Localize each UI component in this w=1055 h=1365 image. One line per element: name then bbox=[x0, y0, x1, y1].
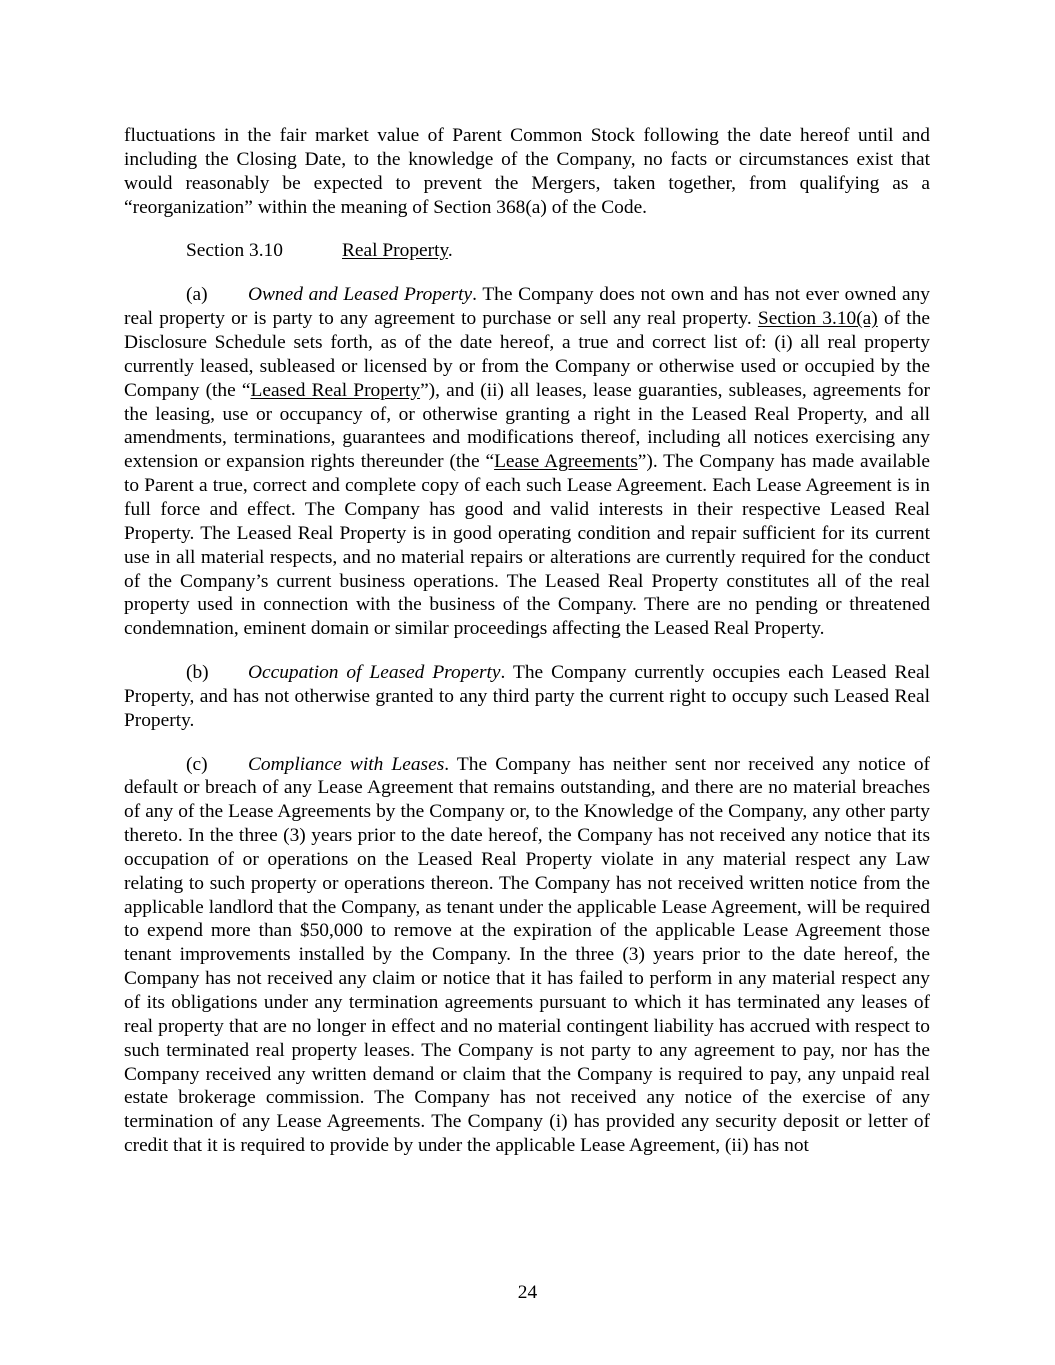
paragraph-a-text-4: ”). The Company has made available to Parent a true, correct and complete copy of each such Lease Agreement. Each Lease Agreement is in full force and effect. The Company has good and valid interests in their respective Leased Real Property. The Leased Real Property is in good operating condition and repair sufficient for its current use in all material respects, and no material repairs or alterations are currently required for the conduct of the Company’s current business operations. The Leased Real Property constitutes all of the real property used in connection with the business of the Company. There are no pending or threatened condemnation, eminent domain or similar proceedings affecting the Leased Real Property. bbox=[124, 451, 930, 640]
paragraph-a-text-3: ”), and (ii) all leases, lease guaranties, subleases, agreements for the leasing, use or occupancy of, or otherwise granting a right in the Leased Real Property, and all amendments, terminations, guarantees and modifications thereof, including all notices exercising any extension or expansion rights thereunder (the “ bbox=[124, 379, 930, 473]
continuation-text: fluctuations in the fair market value of Parent Common Stock following the date hereof until and including the Closing Date, to the knowledge of the Company, no facts or circumstances exist that would reasonably be expected to prevent the Mergers, taken together, from qualifying as a “reorganization” within the meaning of Section 368(a) of the Code. bbox=[124, 125, 930, 218]
page-number: 24 bbox=[517, 1282, 538, 1303]
defined-term-leased-real-property: Leased Real Property bbox=[250, 379, 421, 401]
paragraph-c-text: . The Company has neither sent nor received any notice of default or breach of any Lease Agreement that remains outstanding, and there are no material breaches of any of the Lease Agreements by the Company or, to the Knowledge of the Company, any other party thereto. In the three (3) years prior to the date hereof, the Company has not received any notice that its occupation of or operations on the Leased Real Property violate in any material respect any Law relating to such property or operations thereon. The Company has not received written notice from the applicable landlord that the Company, as tenant under the applicable Lease Agreement, will be required to expend more than $50,000 to remove at the expiration of the applicable Lease Agreement those tenant improvements installed by the Company. In the three (3) years prior to the date hereof, the Company has not received any claim or notice that it has failed to perform in any material respect any of its obligations under any termination agreements pursuant to which it has terminated any leases of real property that are no longer in effect and no material contingent liability has accrued with respect to such terminated real property leases. The Company is not party to any agreement to pay, nor has the Company received any written demand or claim that the Company is required to pay, any unpaid real estate brokerage commission. The Company has not received any notice of the exercise of any termination of any Lease Agreements. The Company (i) has provided any security deposit or letter of credit that it is required to provide by under the applicable Lease Agreement, (ii) has not bbox=[124, 753, 930, 1157]
defined-term-lease-agreements: Lease Agreements bbox=[494, 451, 638, 473]
paragraph-a-label: (a) bbox=[186, 284, 208, 306]
document-page bbox=[124, 124, 930, 1158]
paragraph-b-heading: Occupation of Leased Property bbox=[248, 662, 501, 684]
section-heading bbox=[124, 239, 930, 263]
paragraph-a-heading: Owned and Leased Property bbox=[248, 284, 473, 306]
continuation-paragraph bbox=[124, 124, 930, 219]
section-reference: Section 3.10(a) bbox=[757, 308, 878, 330]
paragraph-b bbox=[124, 661, 930, 733]
paragraph-a bbox=[124, 283, 930, 641]
paragraph-c-label: (c) bbox=[186, 753, 208, 775]
paragraph-a-text-2: of the Disclosure Schedule sets forth, as of the date hereof, a true and correct list of: (i) all real property currently leased, subleased or licensed by or from the Company or otherwise used or occupied by the Company (the “ bbox=[124, 308, 930, 401]
paragraph-c-heading: Compliance with Leases bbox=[248, 753, 445, 775]
paragraph-c bbox=[124, 753, 930, 1158]
paragraph-b-label: (b) bbox=[186, 662, 209, 684]
section-title-suffix: . bbox=[447, 240, 453, 262]
section-number: Section 3.10 bbox=[186, 240, 283, 262]
paragraph-a-text-1: . The Company does not own and has not ever owned any real property or is party to any agreement to purchase or sell any real property. bbox=[124, 284, 930, 330]
paragraph-b-text: . The Company currently occupies each Leased Real Property, and has not otherwise granted to any third party the current right to occupy such Leased Real Property. bbox=[124, 662, 930, 731]
section-title: Real Property bbox=[342, 240, 448, 262]
